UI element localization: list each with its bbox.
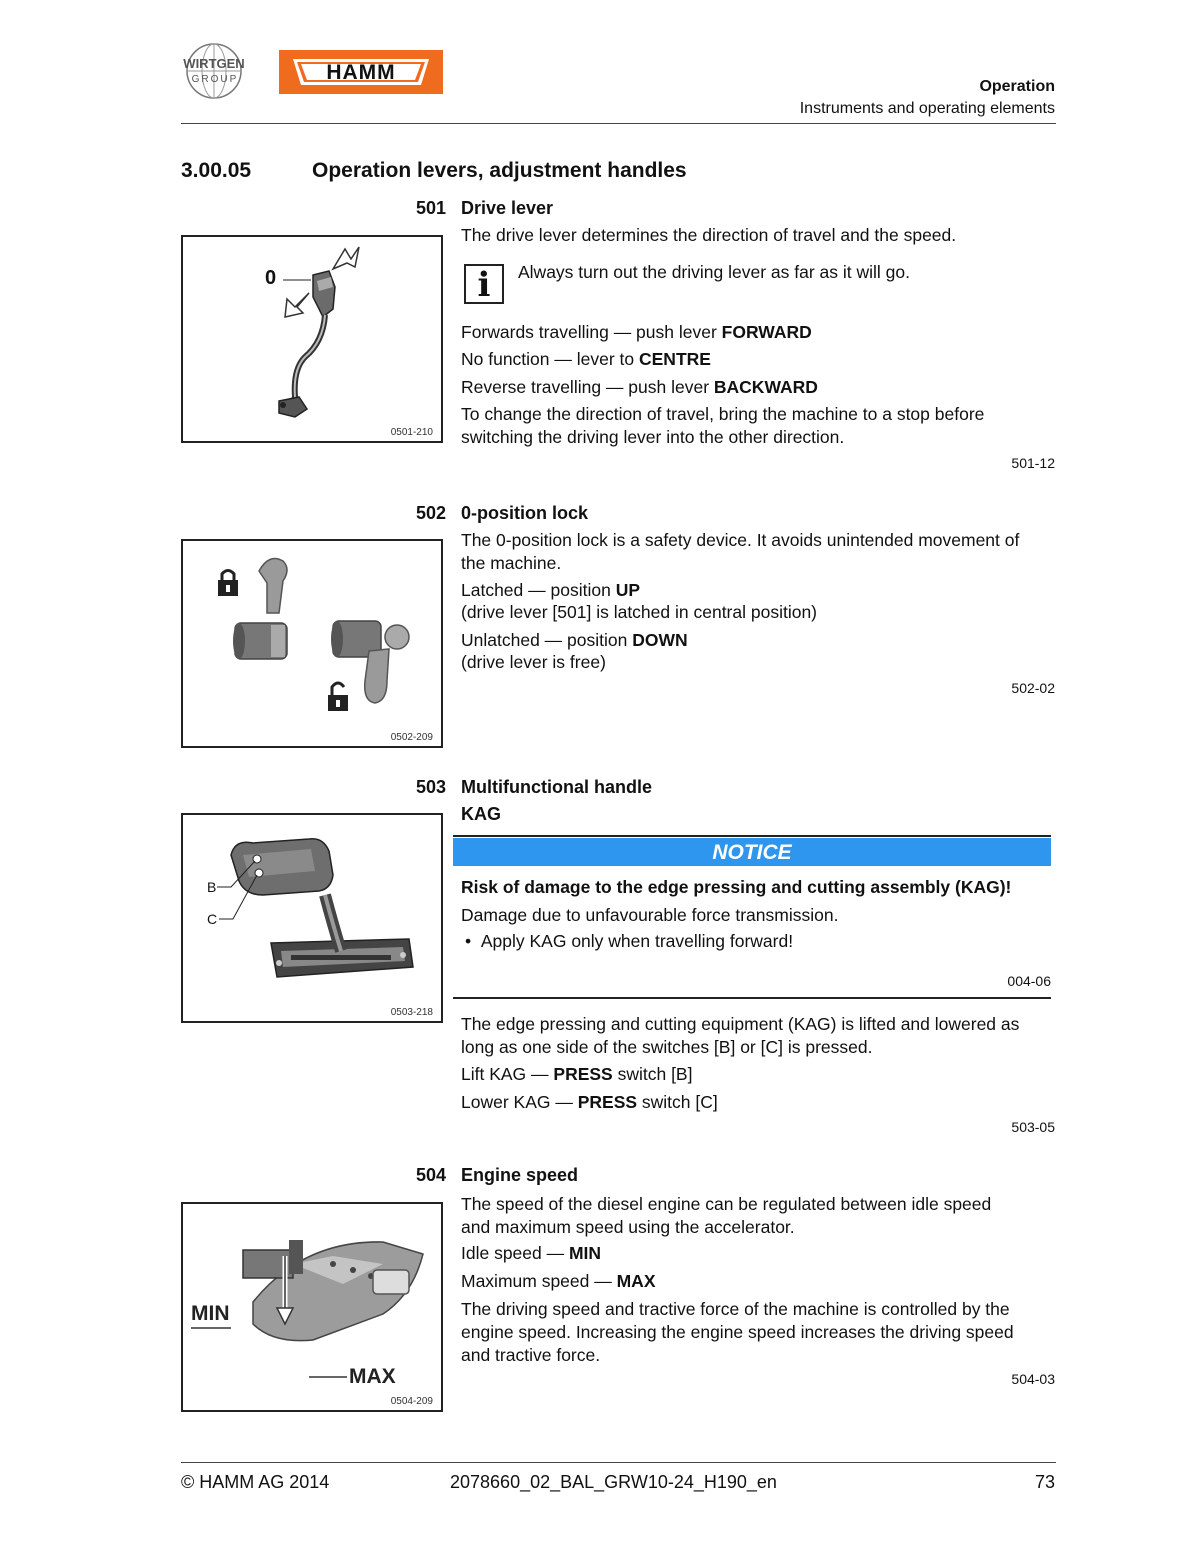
latched-line: Latched — position UP — [461, 580, 640, 600]
unlatched-line: Unlatched — position DOWN — [461, 630, 688, 650]
hamm-logo — [279, 50, 443, 94]
header-divider — [181, 123, 1056, 124]
svg-text:HAMM: HAMM — [326, 61, 396, 84]
item-number-502: 502 — [415, 503, 446, 523]
notice-top-rule — [453, 835, 1051, 837]
lift-kag-line: Lift KAG — PRESS switch [B] — [461, 1064, 693, 1084]
info-text: Always turn out the driving lever as far as it will go. — [518, 262, 910, 282]
lower-kag-line: Lower KAG — PRESS switch [C] — [461, 1092, 718, 1112]
figure-label-min: MIN — [191, 1302, 230, 1325]
position-lock-illustration — [183, 541, 441, 746]
notice-text: Damage due to unfavourable force transmission. — [461, 905, 839, 925]
figure-code: 0503-218 — [390, 1007, 433, 1018]
figure-drive-lever — [181, 235, 443, 443]
engine-speed-intro: The speed of the diesel engine can be regulated between idle speed and maximum speed using the accelerator. — [461, 1194, 992, 1237]
drive-backward-line: Reverse travelling — push lever BACKWARD — [461, 377, 818, 397]
max-speed-line: Maximum speed — MAX — [461, 1271, 656, 1291]
latched-note: (drive lever [501] is latched in central position) — [461, 602, 818, 622]
kag-description: The edge pressing and cutting equipment (KAG) is lifted and lowered as long as one side of the switches [B] or [C] is pressed. — [461, 1014, 1020, 1057]
engine-speed-description: The driving speed and tractive force of the machine is controlled by the engine speed. Increasing the engine speed increases the driving speed and tractive force. — [461, 1299, 1014, 1365]
position-lock-intro: The 0-position lock is a safety device. It avoids unintended movement of the machine. — [461, 530, 1020, 573]
drive-note: To change the direction of travel, bring the machine to a stop before switching the driving lever into the other direction. — [461, 404, 985, 447]
wirtgen-group-logo — [180, 42, 250, 100]
figure-code: 0504-209 — [390, 1396, 433, 1407]
notice-banner: NOTICE — [453, 838, 1051, 866]
multifunctional-handle-illustration — [183, 815, 441, 1021]
svg-text:GROUP: GROUP — [191, 74, 239, 85]
notice-bottom-rule — [453, 997, 1051, 999]
item-title-drive-lever: Drive lever — [461, 198, 554, 218]
figure-position-lock — [181, 539, 443, 748]
drive-forward-line: Forwards travelling — push lever FORWARD — [461, 322, 812, 342]
figure-multifunctional-handle — [181, 813, 443, 1023]
figure-code: 0501-210 — [390, 427, 433, 438]
chapter-number: 3.00.05 — [181, 159, 252, 182]
lock-closed-icon — [218, 571, 238, 597]
item-subtitle-kag: KAG — [461, 804, 501, 824]
footer-copyright: © HAMM AG 2014 — [181, 1472, 330, 1492]
ref-502: 502-02 — [1011, 680, 1055, 696]
drive-centre-line: No function — lever to CENTRE — [461, 349, 711, 369]
item-number-504: 504 — [415, 1165, 446, 1185]
header-subsection: Instruments and operating elements — [799, 100, 1055, 117]
idle-speed-line: Idle speed — MIN — [461, 1243, 602, 1263]
figure-label-zero: 0 — [265, 267, 277, 289]
unlatched-note: (drive lever is free) — [461, 652, 606, 672]
item-number-501: 501 — [415, 198, 446, 218]
chapter-title: Operation levers, adjustment handles — [312, 159, 687, 182]
ref-503: 503-05 — [1011, 1119, 1055, 1135]
figure-label-max: MAX — [349, 1365, 396, 1388]
notice-ref: 004-06 — [1007, 973, 1051, 989]
notice-bullet: • Apply KAG only when travelling forward! — [465, 931, 794, 951]
item-number-503: 503 — [415, 777, 446, 797]
item-title-multifunctional-handle: Multifunctional handle — [461, 777, 652, 797]
footer-document-id: 2078660_02_BAL_GRW10-24_H190_en — [450, 1472, 777, 1492]
item-title-engine-speed: Engine speed — [461, 1165, 579, 1185]
figure-code: 0502-209 — [390, 732, 433, 743]
lock-open-icon — [328, 683, 348, 711]
notice-heading: Risk of damage to the edge pressing and cutting assembly (KAG)! — [461, 877, 1012, 897]
svg-text:WIRTGEN: WIRTGEN — [183, 56, 245, 71]
drive-lever-illustration — [183, 237, 441, 441]
ref-504: 504-03 — [1011, 1371, 1055, 1387]
drive-lever-intro: The drive lever determines the direction of travel and the speed. — [461, 225, 957, 245]
ref-501: 501-12 — [1011, 455, 1055, 471]
footer-divider — [181, 1462, 1056, 1463]
figure-label-b: B — [207, 879, 217, 895]
header-section: Operation — [979, 78, 1055, 95]
item-title-position-lock: 0-position lock — [461, 503, 589, 523]
figure-label-c: C — [207, 911, 218, 927]
info-icon: i — [464, 264, 504, 304]
figure-engine-speed — [181, 1202, 443, 1412]
footer-page-number: 73 — [1034, 1472, 1055, 1492]
